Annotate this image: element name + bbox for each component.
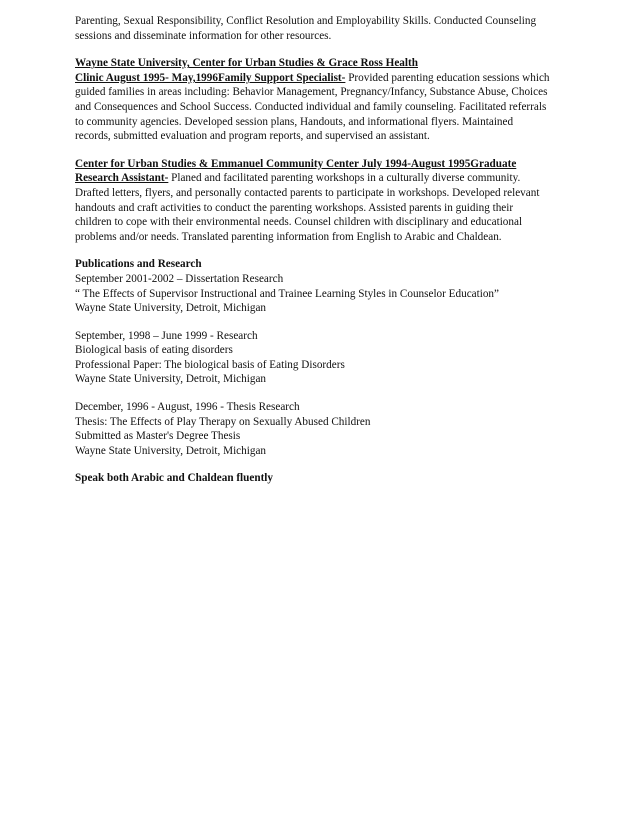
publications-section — [75, 257, 575, 315]
text-line: problems and/or needs. Translated parenting information from English to Arabic and Chaldean. — [75, 230, 502, 243]
text-line: Drafted letters, flyers, and personally contacted parents to participate in workshops. Developed relevant — [75, 186, 540, 199]
section-heading: Publications and Research — [75, 258, 202, 271]
text-line: handouts and craft activities to conduct the parenting workshops. Assisted parents in guiding their — [75, 201, 514, 214]
job-heading: Wayne State University, Center for Urban Studies & Grace Ross Health — [75, 57, 418, 70]
text-line: Thesis: The Effects of Play Therapy on Sexually Abused Children — [75, 415, 371, 428]
text-line: guided families in areas including: Behavior Management, Pregnancy/Infancy, Substance Abuse, Choices — [75, 86, 548, 99]
job-title: Research Assistant- — [75, 172, 169, 185]
text-line: Wayne State University, Detroit, Michigan — [75, 302, 266, 315]
job-description-start: Planed and facilitated parenting workshops in a culturally diverse community. — [168, 172, 521, 185]
text-line — [75, 71, 575, 86]
job-title: Clinic August 1995- May,1996Family Support Specialist- — [75, 71, 346, 84]
publication-entry — [75, 329, 575, 387]
text-line: Biological basis of eating disorders — [75, 344, 233, 357]
languages-section — [75, 471, 575, 486]
job-wayne-state — [75, 56, 575, 144]
text-line: Wayne State University, Detroit, Michigan — [75, 444, 266, 457]
text-line: December, 1996 - August, 1996 - Thesis Research — [75, 401, 300, 414]
text-line: September, 1998 – June 1999 - Research — [75, 329, 258, 342]
job-description-start: Provided parenting education sessions which — [345, 71, 550, 84]
text-line: sessions and disseminate information for other resources. — [75, 29, 332, 42]
publication-entry — [75, 400, 575, 458]
text-line: Wayne State University, Detroit, Michigan — [75, 373, 266, 386]
text-line: Professional Paper: The biological basis of Eating Disorders — [75, 358, 345, 371]
text-line: to community agencies. Developed session plans, Handouts, and informational flyers. Maintained — [75, 115, 514, 128]
text-line: “ The Effects of Supervisor Instructional and Trainee Learning Styles in Counselor Education” — [75, 287, 499, 300]
languages-statement: Speak both Arabic and Chaldean fluently — [75, 472, 274, 485]
text-line: records, submitted evaluation and program reports, and supervised an assistant. — [75, 130, 430, 143]
resume-page — [75, 14, 575, 499]
job-heading: Center for Urban Studies & Emmanuel Community Center July 1994-August 1995Graduate — [75, 157, 517, 170]
intro-paragraph — [75, 14, 575, 43]
text-line: Submitted as Master's Degree Thesis — [75, 430, 241, 443]
job-emmanuel — [75, 157, 575, 245]
text-line: and Consequences and School Success. Conducted individual and family counseling. Facilitated referrals — [75, 100, 547, 113]
text-line: Parenting, Sexual Responsibility, Conflict Resolution and Employability Skills. Conducted Counseling — [75, 15, 537, 27]
text-line: September 2001-2002 – Dissertation Research — [75, 272, 284, 285]
text-line: children to cope with their environmental needs. Counsel children with disciplinary and educational — [75, 216, 523, 229]
text-line — [75, 171, 575, 186]
